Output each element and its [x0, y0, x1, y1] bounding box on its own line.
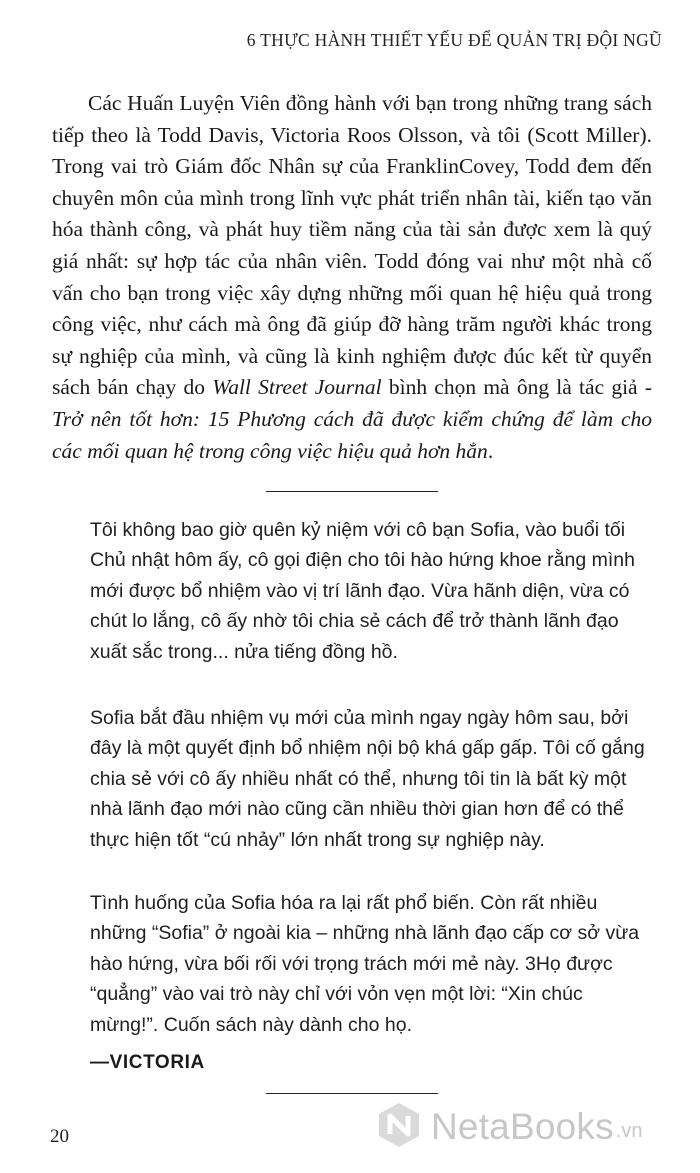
intro-paragraph	[52, 88, 652, 467]
quote-paragraph-3: Tình huống của Sofia hóa ra lại rất phổ biến. Còn rất nhiều những “Sofia” ở ngoài kia – những nhà lãnh đạo cấp cơ sở vừa hào hứng, vừa bối rối với trọng trách mới mẻ này. 3Họ được “quẳng” vào vai trò này chỉ với vỏn vẹn một lời: “Xin chúc mừng!”. Cuốn sách này dành cho họ.	[90, 892, 640, 1036]
intro-text-end: .	[487, 438, 494, 463]
quote-paragraph-1: Tôi không bao giờ quên kỷ niệm với cô bạn Sofia, vào buổi tối Chủ nhật hôm ấy, cô gọi điện cho tôi hào hứng khoe rằng mình mới được bổ nhiệm vào vị trí lãnh đạo. Vừa hãnh diện, vừa có chút lo lắng, cô ấy nhờ tôi chia sẻ cách để trở thành lãnh đạo xuất sắc trong... nửa tiếng đồng hồ.	[90, 519, 635, 663]
quote-paragraph-2: Sofia bắt đầu nhiệm vụ mới của mình ngay ngày hôm sau, bởi đây là một quyết định bổ nhiệm nội bộ khá gấp gấp. Tôi cố gắng chia sẻ với cô ấy nhiều nhất có thể, nhưng tôi tin là bất kỳ một nhà lãnh đạo mới nào cũng cần nhiều thời gian hơn để có thể thực hiện tốt “cú nhảy” lớn nhất trong sự nghiệp này.	[90, 707, 645, 851]
netabooks-logo-icon	[375, 1101, 423, 1154]
watermark	[375, 1102, 695, 1152]
page-number: 20	[50, 1126, 69, 1147]
watermark-tld: .vn	[615, 1120, 643, 1142]
intro-text-middle: bình chọn mà ông là tác giả -	[388, 375, 652, 400]
section-divider-bottom	[266, 1093, 438, 1094]
watermark-brand: NetaBooks	[431, 1106, 614, 1147]
section-divider-top	[266, 491, 438, 492]
running-head-title: 6 THỰC HÀNH THIẾT YẾU ĐỂ QUẢN TRỊ ĐỘI NGŨ	[246, 30, 662, 50]
newspaper-name: Wall Street Journal	[212, 375, 382, 400]
quote-signoff: —VICTORIA	[90, 1052, 205, 1073]
intro-text: Các Huấn Luyện Viên đồng hành với bạn trong những trang sách tiếp theo là Todd Davis, Victoria Roos Olsson, và tôi (Scott Miller). Trong vai trò Giám đốc Nhân sự của FranklinCovey, Todd đem đến chuyên môn của mình trong lĩnh vực phát triển nhân tài, kiến tạo văn hóa thành công, và phát huy tiềm năng của tài sản được xem là quý giá nhất: sự hợp tác của nhân viên. Todd đóng vai như một nhà cố vấn cho bạn trong việc xây dựng những mối quan hệ hiệu quả trong công việc, như cách mà ông đã giúp đỡ hàng trăm người khác trong sự nghiệp của mình, và cũng là kinh nghiệm được đúc kết từ quyển sách bán chạy do	[52, 91, 652, 400]
book-title: Trở nên tốt hơn: 15 Phương cách đã được kiểm chứng để làm cho các mối quan hệ trong công việc hiệu quả hơn hẳn	[52, 406, 652, 463]
